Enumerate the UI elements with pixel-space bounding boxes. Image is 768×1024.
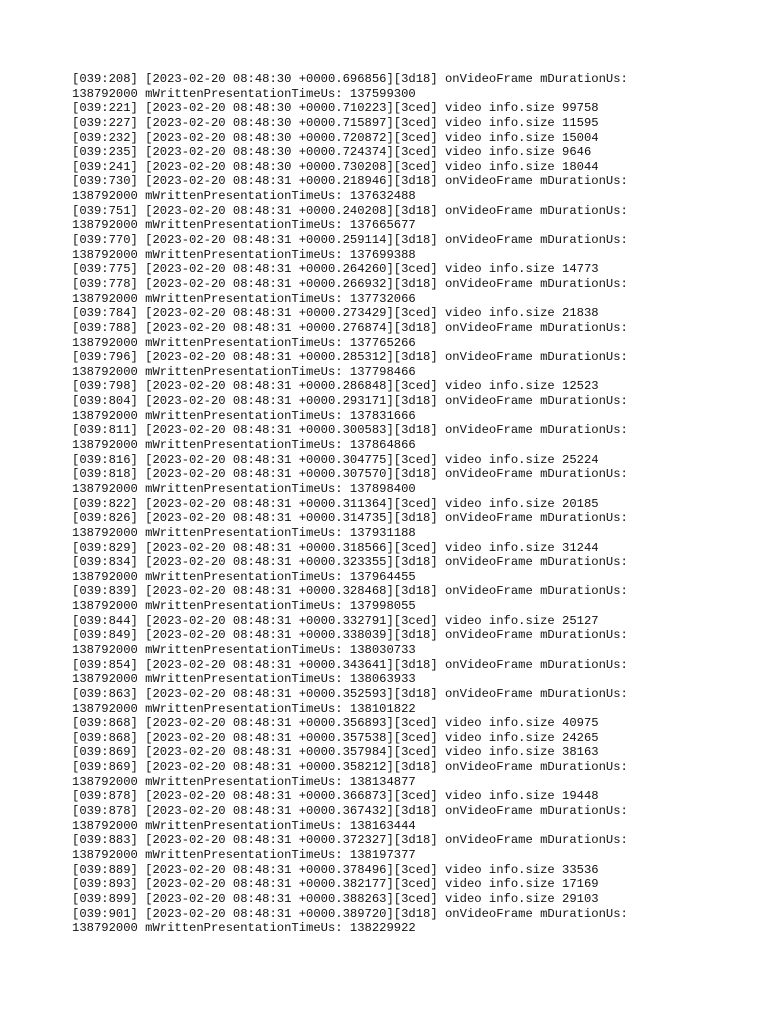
log-line: [039:235] [2023-02-20 08:48:30 +0000.724374][3ced] video info.size 9646: [72, 145, 592, 160]
log-line: [039:784] [2023-02-20 08:48:31 +0000.273429][3ced] video info.size 21838: [72, 306, 599, 321]
log-line: [039:826] [2023-02-20 08:48:31 +0000.314735][3d18] onVideoFrame mDurationUs:: [72, 511, 628, 526]
log-line: [039:893] [2023-02-20 08:48:31 +0000.382177][3ced] video info.size 17169: [72, 877, 599, 892]
log-line: 138792000 mWrittenPresentationTimeUs: 138229922: [72, 921, 416, 936]
log-line: 138792000 mWrittenPresentationTimeUs: 137864866: [72, 438, 416, 453]
log-line: [039:816] [2023-02-20 08:48:31 +0000.304775][3ced] video info.size 25224: [72, 452, 599, 467]
log-line: 138792000 mWrittenPresentationTimeUs: 137964455: [72, 569, 416, 584]
log-line: 138792000 mWrittenPresentationTimeUs: 137632488: [72, 189, 416, 204]
log-line: 138792000 mWrittenPresentationTimeUs: 137998055: [72, 599, 416, 614]
log-line: 138792000 mWrittenPresentationTimeUs: 137765266: [72, 335, 416, 350]
log-line: [039:822] [2023-02-20 08:48:31 +0000.311364][3ced] video info.size 20185: [72, 496, 599, 511]
log-line: 138792000 mWrittenPresentationTimeUs: 138134877: [72, 774, 416, 789]
log-line: [039:829] [2023-02-20 08:48:31 +0000.318566][3ced] video info.size 31244: [72, 540, 599, 555]
log-line: 138792000 mWrittenPresentationTimeUs: 137831666: [72, 408, 416, 423]
log-line: [039:868] [2023-02-20 08:48:31 +0000.356893][3ced] video info.size 40975: [72, 716, 599, 731]
log-line: [039:818] [2023-02-20 08:48:31 +0000.307570][3d18] onVideoFrame mDurationUs:: [72, 467, 628, 482]
log-line: 138792000 mWrittenPresentationTimeUs: 137732066: [72, 291, 416, 306]
log-line: [039:751] [2023-02-20 08:48:31 +0000.240208][3d18] onVideoFrame mDurationUs:: [72, 203, 628, 218]
log-line: 138792000 mWrittenPresentationTimeUs: 137898400: [72, 481, 416, 496]
log-line: [039:901] [2023-02-20 08:48:31 +0000.389720][3d18] onVideoFrame mDurationUs:: [72, 906, 628, 921]
log-line: 138792000 mWrittenPresentationTimeUs: 138063933: [72, 672, 416, 687]
log-line: [039:869] [2023-02-20 08:48:31 +0000.358212][3d18] onVideoFrame mDurationUs:: [72, 760, 628, 775]
log-line: [039:227] [2023-02-20 08:48:30 +0000.715897][3ced] video info.size 11595: [72, 115, 599, 130]
log-line: [039:883] [2023-02-20 08:48:31 +0000.372327][3d18] onVideoFrame mDurationUs:: [72, 833, 628, 848]
log-line: [039:241] [2023-02-20 08:48:30 +0000.730208][3ced] video info.size 18044: [72, 159, 599, 174]
log-line: [039:834] [2023-02-20 08:48:31 +0000.323355][3d18] onVideoFrame mDurationUs:: [72, 555, 628, 570]
log-line: 138792000 mWrittenPresentationTimeUs: 138197377: [72, 847, 416, 862]
log-line: 138792000 mWrittenPresentationTimeUs: 138030733: [72, 642, 416, 657]
log-line: 138792000 mWrittenPresentationTimeUs: 137931188: [72, 525, 416, 540]
log-line: [039:811] [2023-02-20 08:48:31 +0000.300583][3d18] onVideoFrame mDurationUs:: [72, 423, 628, 438]
log-line: 138792000 mWrittenPresentationTimeUs: 137798466: [72, 364, 416, 379]
log-line: [039:889] [2023-02-20 08:48:31 +0000.378496][3ced] video info.size 33536: [72, 862, 599, 877]
log-line: [039:796] [2023-02-20 08:48:31 +0000.285312][3d18] onVideoFrame mDurationUs:: [72, 350, 628, 365]
log-line: [039:788] [2023-02-20 08:48:31 +0000.276874][3d18] onVideoFrame mDurationUs:: [72, 320, 628, 335]
log-text-block: [72, 72, 692, 936]
log-line: [039:730] [2023-02-20 08:48:31 +0000.218946][3d18] onVideoFrame mDurationUs:: [72, 174, 628, 189]
log-line: [039:232] [2023-02-20 08:48:30 +0000.720872][3ced] video info.size 15004: [72, 130, 599, 145]
log-line: [039:849] [2023-02-20 08:48:31 +0000.338039][3d18] onVideoFrame mDurationUs:: [72, 628, 628, 643]
log-line: [039:221] [2023-02-20 08:48:30 +0000.710223][3ced] video info.size 99758: [72, 101, 599, 116]
log-line: [039:899] [2023-02-20 08:48:31 +0000.388263][3ced] video info.size 29103: [72, 891, 599, 906]
log-line: [039:844] [2023-02-20 08:48:31 +0000.332791][3ced] video info.size 25127: [72, 613, 599, 628]
log-line: 138792000 mWrittenPresentationTimeUs: 137699388: [72, 247, 416, 262]
log-line: 138792000 mWrittenPresentationTimeUs: 137599300: [72, 86, 416, 101]
log-line: [039:854] [2023-02-20 08:48:31 +0000.343641][3d18] onVideoFrame mDurationUs:: [72, 657, 628, 672]
log-line: [039:839] [2023-02-20 08:48:31 +0000.328468][3d18] onVideoFrame mDurationUs:: [72, 584, 628, 599]
log-line: [039:804] [2023-02-20 08:48:31 +0000.293171][3d18] onVideoFrame mDurationUs:: [72, 394, 628, 409]
log-line: [039:770] [2023-02-20 08:48:31 +0000.259114][3d18] onVideoFrame mDurationUs:: [72, 233, 628, 248]
log-line: [039:869] [2023-02-20 08:48:31 +0000.357984][3ced] video info.size 38163: [72, 745, 599, 760]
log-line: [039:798] [2023-02-20 08:48:31 +0000.286848][3ced] video info.size 12523: [72, 379, 599, 394]
log-line: 138792000 mWrittenPresentationTimeUs: 138163444: [72, 818, 416, 833]
log-line: [039:878] [2023-02-20 08:48:31 +0000.366873][3ced] video info.size 19448: [72, 789, 599, 804]
log-line: 138792000 mWrittenPresentationTimeUs: 137665677: [72, 218, 416, 233]
log-line: [039:878] [2023-02-20 08:48:31 +0000.367432][3d18] onVideoFrame mDurationUs:: [72, 804, 628, 819]
log-line: 138792000 mWrittenPresentationTimeUs: 138101822: [72, 701, 416, 716]
log-line: [039:778] [2023-02-20 08:48:31 +0000.266932][3d18] onVideoFrame mDurationUs:: [72, 276, 628, 291]
log-line: [039:208] [2023-02-20 08:48:30 +0000.696856][3d18] onVideoFrame mDurationUs:: [72, 72, 628, 86]
log-line: [039:775] [2023-02-20 08:48:31 +0000.264260][3ced] video info.size 14773: [72, 262, 599, 277]
log-line: [039:868] [2023-02-20 08:48:31 +0000.357538][3ced] video info.size 24265: [72, 730, 599, 745]
log-line: [039:863] [2023-02-20 08:48:31 +0000.352593][3d18] onVideoFrame mDurationUs:: [72, 686, 628, 701]
